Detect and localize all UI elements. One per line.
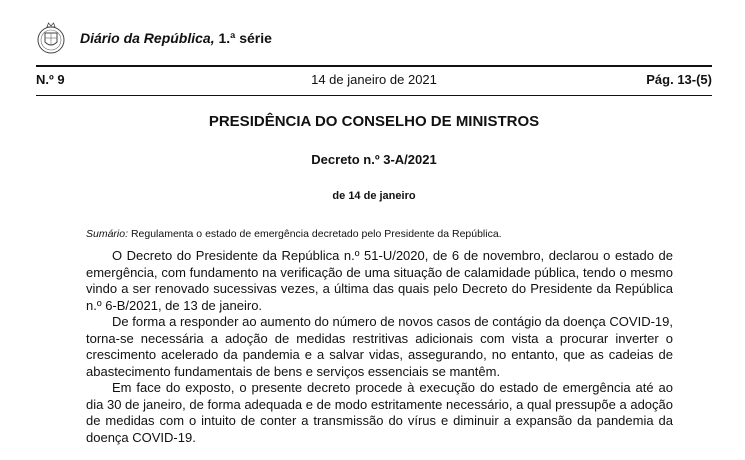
issue-number: N.º 9 (36, 72, 65, 87)
summary (86, 228, 502, 240)
issuing-organization: PRESIDÊNCIA DO CONSELHO DE MINISTROS (208, 113, 540, 130)
issue-line (36, 72, 712, 90)
summary-text: Regulamenta o estado de emergência decretado pelo Presidente da República. (130, 228, 502, 240)
header-rule-bottom (36, 95, 712, 96)
header-rule-top (36, 65, 712, 67)
decree-body (86, 248, 673, 446)
journal-header (36, 20, 272, 56)
decree-title: Decreto n.º 3-A/2021 (311, 152, 437, 167)
summary-label: Sumário: (86, 228, 129, 240)
issue-date: 14 de janeiro de 2021 (311, 72, 437, 87)
paragraph: Em face do exposto, o presente decreto procede à execução do estado de emergência até ao dia 30 de janeiro, de forma adequada e de modo estritamente necessário, a qual pressupõe a adoção de medidas com o intuito de conter a transmissão do vírus e diminuir a expansão da pandemia da doença COVID-19. (86, 380, 673, 445)
issue-page: Pág. 13-(5) (646, 72, 712, 87)
paragraph: O Decreto do Presidente da República n.º 51-U/2020, de 6 de novembro, declarou o estado de emergência, com fundamento na verificação de uma situação de calamidade pública, tendo o mesmo vindo a ser renovado sucessivas vezes, a última das quais pelo Decreto do Presidente da República n.º 6-B/2021, de 13 de janeiro. (86, 248, 673, 313)
paragraph: De forma a responder ao aumento do número de novos casos de contágio da doença COVID-19, torna-se necessária a adoção de medidas restritivas adicionais com vista a procurar inverter o crescimento acelerado da pandemia e a salvar vidas, assegurando, no entanto, que as cadeias de abastecimento fundamentais de bens e serviços essenciais se mantêm. (86, 314, 673, 379)
journal-name: Diário da República, (80, 30, 215, 46)
decree-date: de 14 de janeiro (332, 190, 416, 202)
coat-of-arms-icon (36, 20, 66, 56)
journal-serie: 1.ª série (218, 30, 272, 46)
journal-title (80, 30, 272, 46)
